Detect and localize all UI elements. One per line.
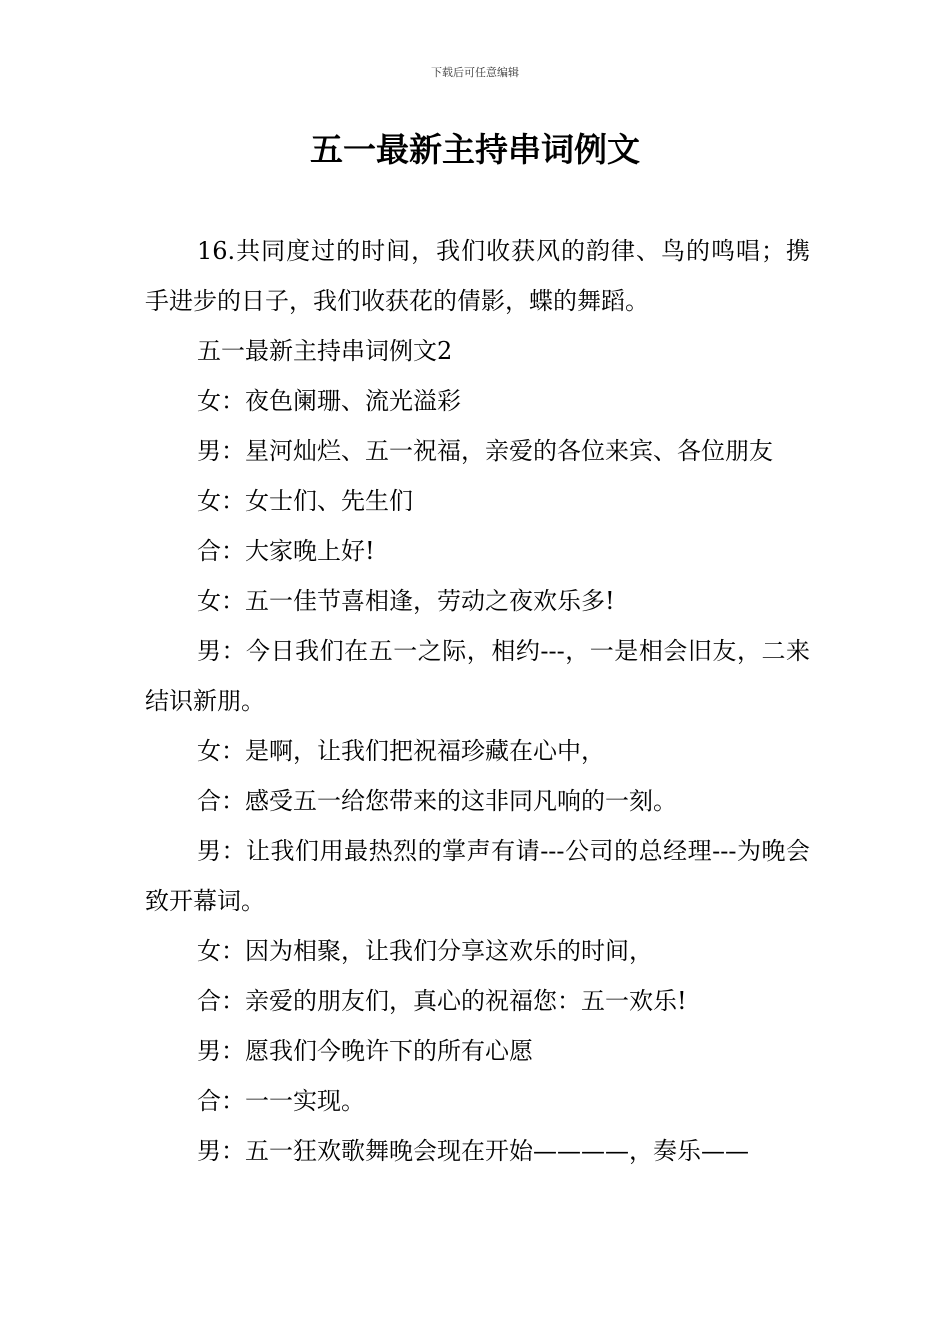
paragraph-4: 男：星河灿烂、五一祝福，亲爱的各位来宾、各位朋友 xyxy=(197,437,773,465)
header-note: 下载后可任意编辑 xyxy=(431,66,519,79)
paragraph-5: 女：女士们、先生们 xyxy=(197,487,413,515)
paragraph-9: 女：是啊，让我们把祝福珍藏在心中， xyxy=(197,737,605,765)
document-body xyxy=(145,226,810,1176)
paragraph-10: 合：感受五一给您带来的这非同凡响的一刻。 xyxy=(197,787,677,815)
document-title: 五一最新主持串词例文 xyxy=(310,130,640,169)
paragraph-16: 男：五一狂欢歌舞晚会现在开始————，奏乐—— xyxy=(197,1137,749,1165)
paragraph-7: 女：五一佳节喜相逢，劳动之夜欢乐多! xyxy=(197,587,615,615)
paragraph-8: 男：今日我们在五一之际，相约---，一是相会旧友，二来结识新朋。 xyxy=(145,637,810,715)
paragraph-1: 16.共同度过的时间，我们收获风的韵律、鸟的鸣唱；携手进步的日子，我们收获花的倩影，蝶的舞蹈。 xyxy=(145,237,810,315)
paragraph-3: 女：夜色阑珊、流光溢彩 xyxy=(197,387,461,415)
paragraph-11: 男：让我们用最热烈的掌声有请---公司的总经理---为晚会致开幕词。 xyxy=(145,837,810,915)
paragraph-6: 合：大家晚上好! xyxy=(197,537,375,565)
paragraph-2: 五一最新主持串词例文2 xyxy=(197,337,453,365)
paragraph-14: 男：愿我们今晚许下的所有心愿 xyxy=(197,1037,533,1065)
paragraph-12: 女：因为相聚，让我们分享这欢乐的时间， xyxy=(197,937,653,965)
paragraph-13: 合：亲爱的朋友们，真心的祝福您：五一欢乐! xyxy=(197,987,687,1015)
paragraph-15: 合：一一实现。 xyxy=(197,1087,365,1115)
